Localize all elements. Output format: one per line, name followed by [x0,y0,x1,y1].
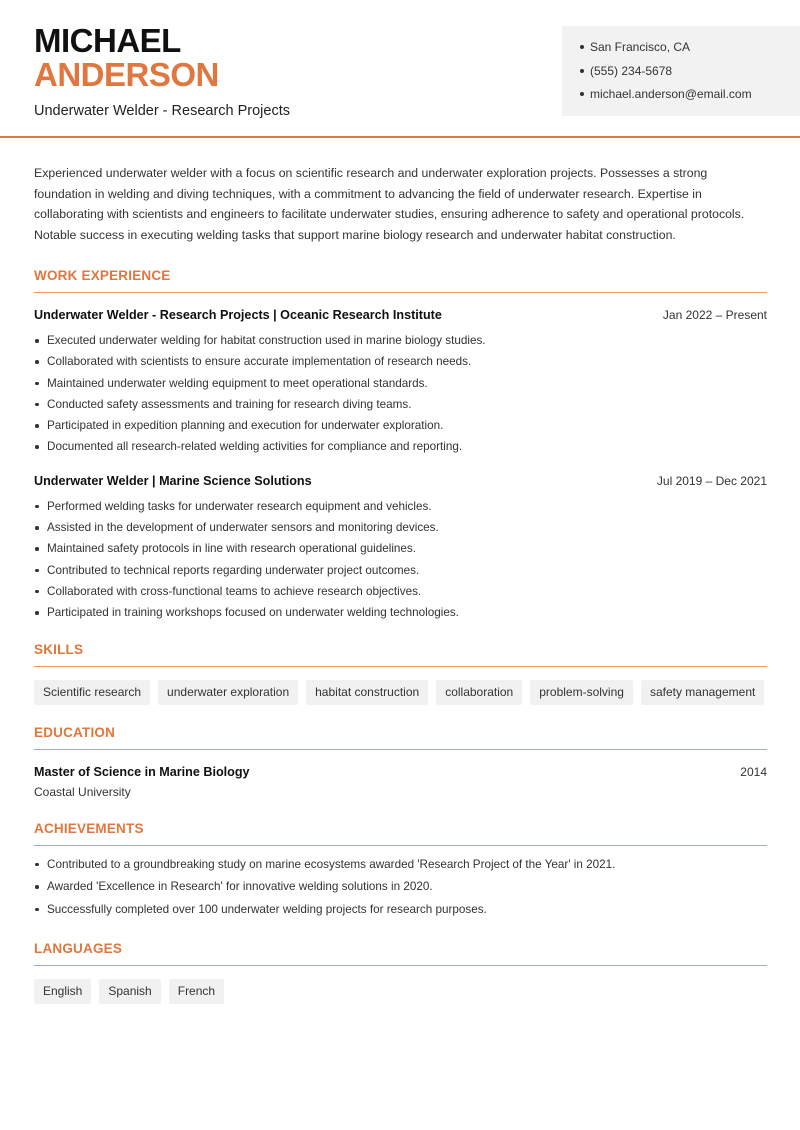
job-role: Underwater Welder - Research Projects | Oceanic Research Institute [34,308,442,322]
list-item: Maintained underwater welding equipment to meet operational standards. [34,373,767,394]
education-school: Coastal University [34,784,131,799]
section-title-achievements: ACHIEVEMENTS [34,821,767,846]
job-header [34,308,767,322]
contact-location: San Francisco, CA [580,39,800,63]
list-item: Successfully completed over 100 underwater welding projects for research purposes. [34,899,767,922]
achievements-list [34,854,767,922]
list-item: Awarded 'Excellence in Research' for innovative welding solutions in 2020. [34,876,767,899]
skills-tags [34,680,767,705]
first-name: MICHAEL [34,22,181,59]
skill-tag: collaboration [436,680,522,705]
skill-tag: problem-solving [530,680,633,705]
list-item: Conducted safety assessments and training for research diving teams. [34,394,767,415]
education-header [34,765,767,779]
skill-tag: underwater exploration [158,680,298,705]
list-item: Participated in training workshops focused on underwater welding technologies. [34,602,767,623]
list-item: Documented all research-related welding activities for compliance and reporting. [34,436,767,457]
summary-paragraph: Experienced underwater welder with a focus on scientific research and underwater exploration projects. Possesses a strong foundation in welding and diving techniques, with a commitment to advancing the field of underwater research. Expertise in collaborating with scientists and engineers to facilitate underwater studies, ensuring adherence to safety and operational protocols. Notable success in executing welding tasks that support marine biology research and underwater habitat construction. [34,166,745,242]
languages-tags [34,979,767,1004]
section-title-languages: LANGUAGES [34,941,767,966]
job-entry [34,474,767,624]
language-tag: Spanish [99,979,160,1004]
job-bullets [34,330,767,458]
job-dates: Jan 2022 – Present [662,308,767,322]
list-item: Contributed to a groundbreaking study on marine ecosystems awarded 'Research Project of the Year' in 2021. [34,854,767,877]
section-title-skills: SKILLS [34,642,767,667]
list-item: Collaborated with cross-functional teams to achieve research objectives. [34,581,767,602]
last-name: ANDERSON [34,56,219,93]
job-title: Underwater Welder - Research Projects [34,103,290,119]
education-year: 2014 [740,764,767,779]
skill-tag: safety management [641,680,764,705]
job-dates: Jul 2019 – Dec 2021 [656,473,767,488]
contact-phone: (555) 234-5678 [580,63,800,87]
list-item: Contributed to technical reports regarding underwater project outcomes. [34,560,767,581]
job-bullets [34,496,767,624]
list-item: Executed underwater welding for habitat construction used in marine biology studies. [34,330,767,351]
section-title-education: EDUCATION [34,725,767,750]
language-tag: French [169,979,224,1004]
education-degree: Master of Science in Marine Biology [34,764,250,779]
list-item: Assisted in the development of underwater sensors and monitoring devices. [34,517,767,538]
name-block [34,24,290,119]
skill-tag: habitat construction [306,680,428,705]
contact-box [562,26,800,116]
job-entry [34,308,767,458]
skill-tag: Scientific research [34,680,150,705]
list-item: Participated in expedition planning and execution for underwater exploration. [34,415,767,436]
job-header [34,474,767,488]
resume-header [0,0,800,138]
contact-email: michael.anderson@email.com [580,86,800,110]
language-tag: English [34,979,91,1004]
job-role: Underwater Welder | Marine Science Solutions [34,473,312,488]
resume-body [34,138,767,1004]
section-title-work: WORK EXPERIENCE [34,268,767,293]
list-item: Maintained safety protocols in line with research operational guidelines. [34,538,767,559]
list-item: Performed welding tasks for underwater research equipment and vehicles. [34,496,767,517]
list-item: Collaborated with scientists to ensure accurate implementation of research needs. [34,351,767,372]
